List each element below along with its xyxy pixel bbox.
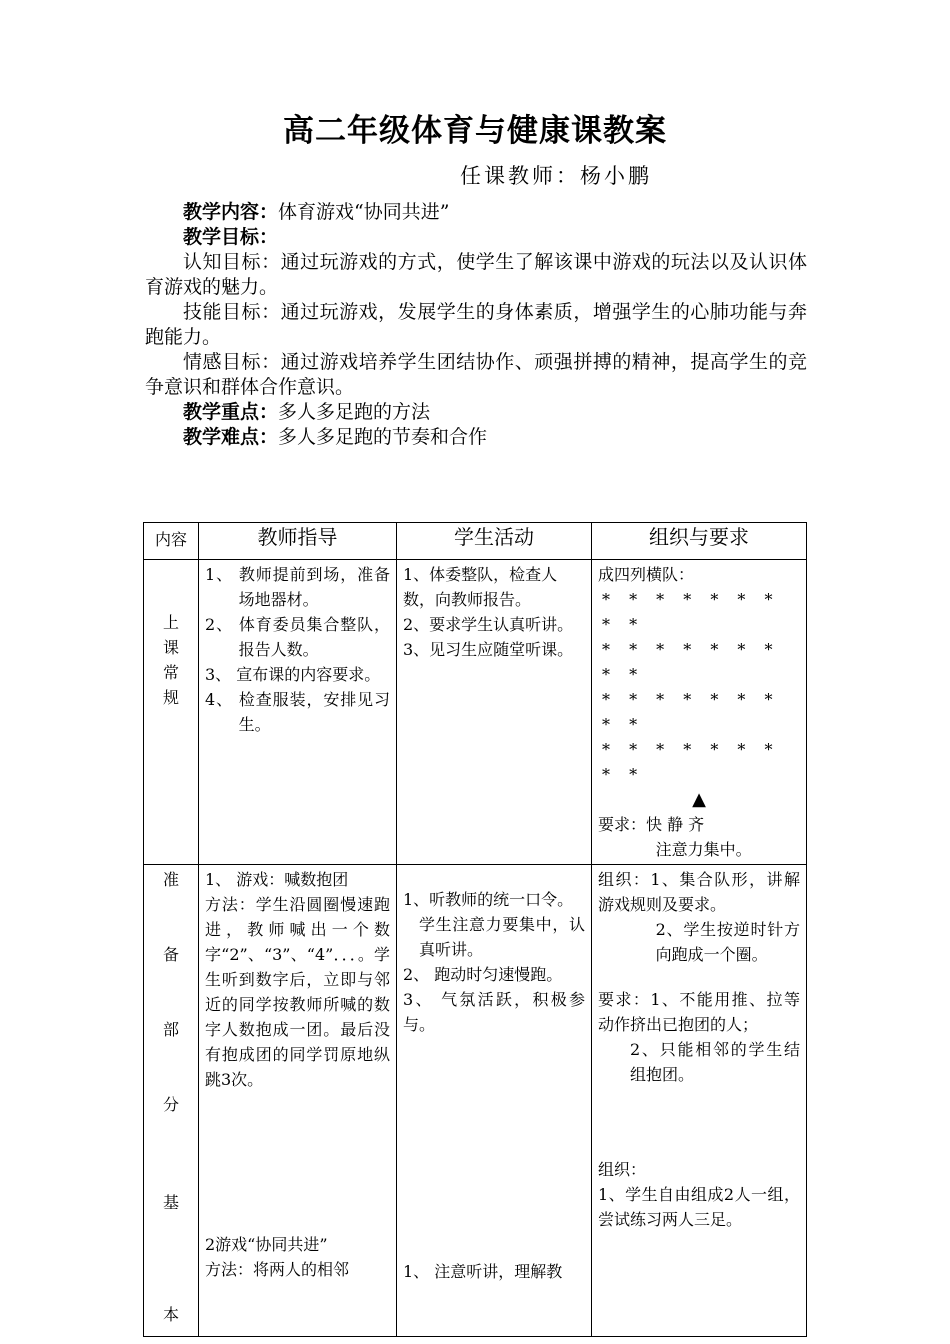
list-item: 2游戏“协同共进” xyxy=(205,1235,328,1254)
skill-goal: 技能目标：通过玩游戏，发展学生的身体素质，增强学生的心肺功能与奔跑能力。 xyxy=(145,301,807,348)
org-label: 组织： xyxy=(598,1160,647,1179)
header-teacher-guidance: 教师指导 xyxy=(199,523,397,560)
list-item: 2、 体育委员集合整队，报告人数。 xyxy=(205,615,390,659)
list-item: 3、 气氛活跃，积极参与。 xyxy=(403,990,585,1034)
routine-teacher-cell xyxy=(199,560,397,865)
formation-intro: 成四列横队： xyxy=(598,565,695,584)
org-item: 1、学生自由组成2人一组，尝试练习两人三足。 xyxy=(598,1185,800,1229)
list-item: 4、 检查服装，安排见习生。 xyxy=(205,690,390,734)
affective-goal: 情感目标：通过游戏培养学生团结协作、顽强拼搏的精神，提高学生的竞争意识和群体合作意识。 xyxy=(145,351,807,398)
teacher-name: 任课教师：杨小鹏 xyxy=(460,164,652,188)
list-item: 3、见习生应随堂听课。 xyxy=(403,640,574,659)
table-row xyxy=(144,865,807,1337)
formation-row: * * * * * * * * * xyxy=(602,740,780,784)
formation-row: * * * * * * * * * xyxy=(602,690,780,734)
prep-student-cell xyxy=(397,865,592,1337)
org-item: 2、学生按逆时针方向跑成一个圈。 xyxy=(655,920,800,964)
row-label-routine: 上 课 常 规 xyxy=(144,560,199,865)
goals-line xyxy=(145,225,807,250)
list-item: 1、 游戏：喊数抱团 xyxy=(205,870,349,889)
page-title: 高二年级体育与健康课教案 xyxy=(283,113,667,149)
formation-row: * * * * * * * * * xyxy=(602,640,780,684)
method-text: 方法：学生沿圆圈慢速跑进，教师喊出一个数字“2”、“3”、“4”．．．。学生听到数字后，立即与邻近的同学按教师所喊的数字人数抱成一团。最后没有抱成团的同学罚原地纵跳3次。 xyxy=(205,895,390,1089)
formation-row: * * * * * * * * * xyxy=(602,590,780,634)
list-item: 1、听教师的统一口令。 xyxy=(403,890,574,909)
method-text: 方法：将两人的相邻 xyxy=(205,1260,350,1279)
lesson-plan-table xyxy=(143,522,807,1337)
row-label-preparation: 准 备 部 分 基 本 xyxy=(144,865,199,1337)
org-item: 组织：1、集合队形，讲解游戏规则及要求。 xyxy=(598,870,800,914)
header-student-activity: 学生活动 xyxy=(397,523,592,560)
key-point-line xyxy=(145,400,807,425)
list-item: 3、 宣布课的内容要求。 xyxy=(205,665,381,684)
list-item: 1、 注意听讲，理解教 xyxy=(403,1262,563,1281)
prep-org-cell xyxy=(592,865,807,1337)
content-line xyxy=(145,200,807,225)
prep-teacher-cell xyxy=(199,865,397,1337)
list-item: 学生注意力要集中，认真听讲。 xyxy=(419,915,585,959)
header-content: 内容 xyxy=(144,523,199,560)
teacher-position-icon: ▲ xyxy=(692,789,706,810)
content-text: 体育游戏“协同共进” xyxy=(278,201,450,223)
table-row xyxy=(144,560,807,865)
lesson-intro xyxy=(145,200,807,450)
goals-label: 教学目标： xyxy=(183,226,279,248)
list-item: 2、 跑动时匀速慢跑。 xyxy=(403,965,563,984)
requirement-line: 注意力集中。 xyxy=(655,840,752,859)
cognitive-goal: 认知目标：通过玩游戏的方式，使学生了解该课中游戏的玩法以及认识体育游戏的魅力。 xyxy=(145,251,807,298)
difficult-point-text: 多人多足跑的节奏和合作 xyxy=(278,426,488,448)
requirement-line: 要求：快 静 齐 xyxy=(598,815,705,834)
table-header-row xyxy=(144,523,807,560)
content-label: 教学内容： xyxy=(183,201,279,223)
key-point-label: 教学重点： xyxy=(183,401,279,423)
difficult-point-label: 教学难点： xyxy=(183,426,279,448)
requirement-line: 2、只能相邻的学生结组抱团。 xyxy=(630,1040,800,1084)
list-item: 1、体委整队，检查人数，向教师报告。 xyxy=(403,565,558,609)
list-item: 2、要求学生认真听讲。 xyxy=(403,615,574,634)
difficult-point-line xyxy=(145,425,807,450)
routine-student-cell xyxy=(397,560,592,865)
key-point-text: 多人多足跑的方法 xyxy=(278,401,431,423)
routine-org-cell xyxy=(592,560,807,865)
list-item: 1、 教师提前到场，准备场地器材。 xyxy=(205,565,390,609)
header-organization: 组织与要求 xyxy=(592,523,807,560)
requirement-line: 要求：1、不能用推、拉等动作挤出已抱团的人； xyxy=(598,990,800,1034)
